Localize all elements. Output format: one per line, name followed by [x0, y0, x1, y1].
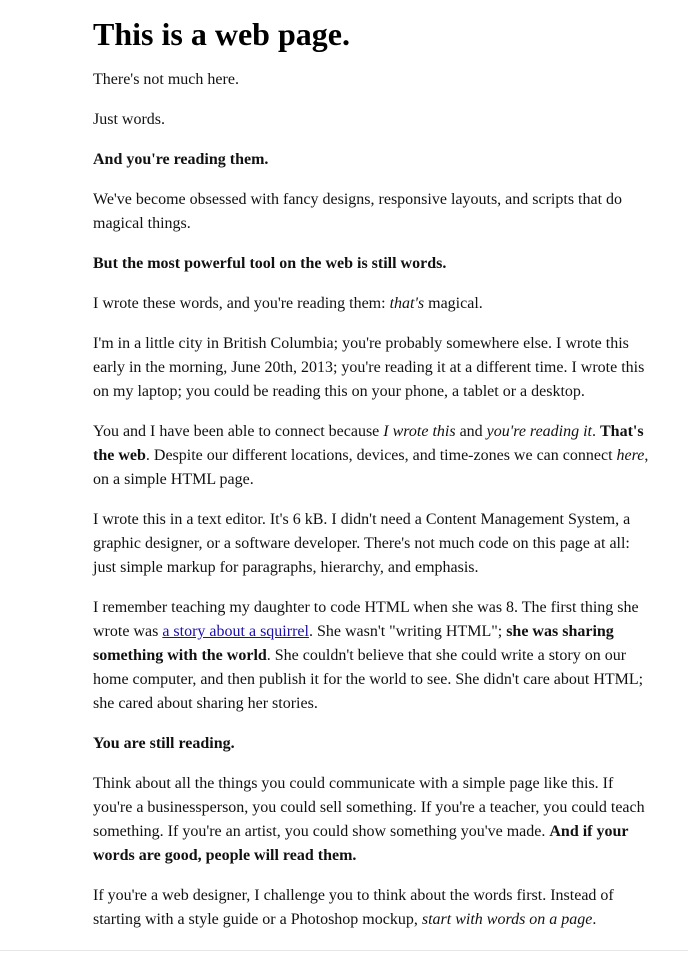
- text-segment: .: [592, 911, 597, 928]
- text-segment: and: [455, 423, 487, 440]
- bold-thats-the-web: That's the web: [93, 423, 644, 464]
- paragraph-magical: [93, 292, 656, 316]
- text-segment: . She wasn't "writing HTML";: [308, 623, 507, 640]
- text-segment: . Despite our different locations, devices, and time-zones we can connect: [145, 447, 617, 464]
- paragraph-fancy-designs: We've become obsessed with fancy designs, responsive layouts, and scripts that do magical things.: [93, 191, 623, 232]
- bold-words-are-good: And if your words are good, people will read them.: [93, 823, 629, 864]
- bold-still-reading: You are still reading.: [93, 735, 235, 752]
- text-segment: You and I have been able to connect because: [93, 423, 384, 440]
- text-segment: .: [592, 423, 600, 440]
- emphasis-thats: that's: [389, 295, 425, 312]
- paragraph-web-designer: [93, 884, 656, 932]
- text-segment: I wrote these words, and you're reading them:: [93, 295, 390, 312]
- text-segment: I remember teaching my daughter to code HTML when she was 8. The first thing she wrote was: [93, 599, 639, 640]
- bold-reading-them: And you're reading them.: [93, 151, 269, 168]
- text-segment: magical.: [424, 295, 483, 312]
- text-segment: , on a simple HTML page.: [93, 447, 649, 488]
- paragraph-just-words: Just words.: [93, 111, 166, 128]
- paragraph-daughter: [93, 596, 656, 716]
- paragraph-connect: [93, 420, 656, 492]
- paragraph-not-much-here: There's not much here.: [93, 71, 239, 88]
- paragraph-reading-them: [93, 148, 656, 172]
- squirrel-story-link[interactable]: a story about a squirrel: [162, 623, 309, 640]
- emphasis-i-wrote-this: I wrote this: [383, 423, 456, 440]
- article: [93, 0, 656, 932]
- emphasis-start-with-words: start with words on a page: [421, 911, 593, 928]
- paragraph-communicate: [93, 772, 656, 868]
- bold-sharing-with-world: she was sharing something with the world: [93, 623, 614, 664]
- page-title: This is a web page.: [93, 16, 350, 52]
- emphasis-here: here: [616, 447, 645, 464]
- paragraph-british-columbia: I'm in a little city in British Columbia; you're probably somewhere else. I wrote this early in the morning, June 20th, 2013; you're reading it at a different time. I wrote this on my laptop; you could be reading this on your phone, a tablet or a desktop.: [93, 335, 645, 400]
- text-segment: . She couldn't believe that she could write a story on our home computer, and then publish it for the world to see. She didn't care about HTML; she cared about sharing her stories.: [93, 647, 644, 712]
- bold-powerful-tool: But the most powerful tool on the web is still words.: [93, 255, 447, 272]
- paragraph-still-reading: [93, 732, 656, 756]
- page-bottom-divider: [0, 950, 688, 951]
- text-segment: Think about all the things you could communicate with a simple page like this. If you're a businessperson, you could sell something. If you're a teacher, you could teach something. If you're an artist, you could show something you've made.: [93, 775, 645, 840]
- paragraph-text-editor: I wrote this in a text editor. It's 6 kB. I didn't need a Content Management System, a graphic designer, or a software developer. There's not much code on this page at all: just simple markup for paragraphs, hierarchy, and emphasis.: [93, 511, 631, 576]
- paragraph-powerful-tool: [93, 252, 656, 276]
- emphasis-youre-reading-it: you're reading it: [486, 423, 592, 440]
- text-segment: If you're a web designer, I challenge you to think about the words first. Instead of starting with a style guide or a Photoshop mockup,: [93, 887, 614, 928]
